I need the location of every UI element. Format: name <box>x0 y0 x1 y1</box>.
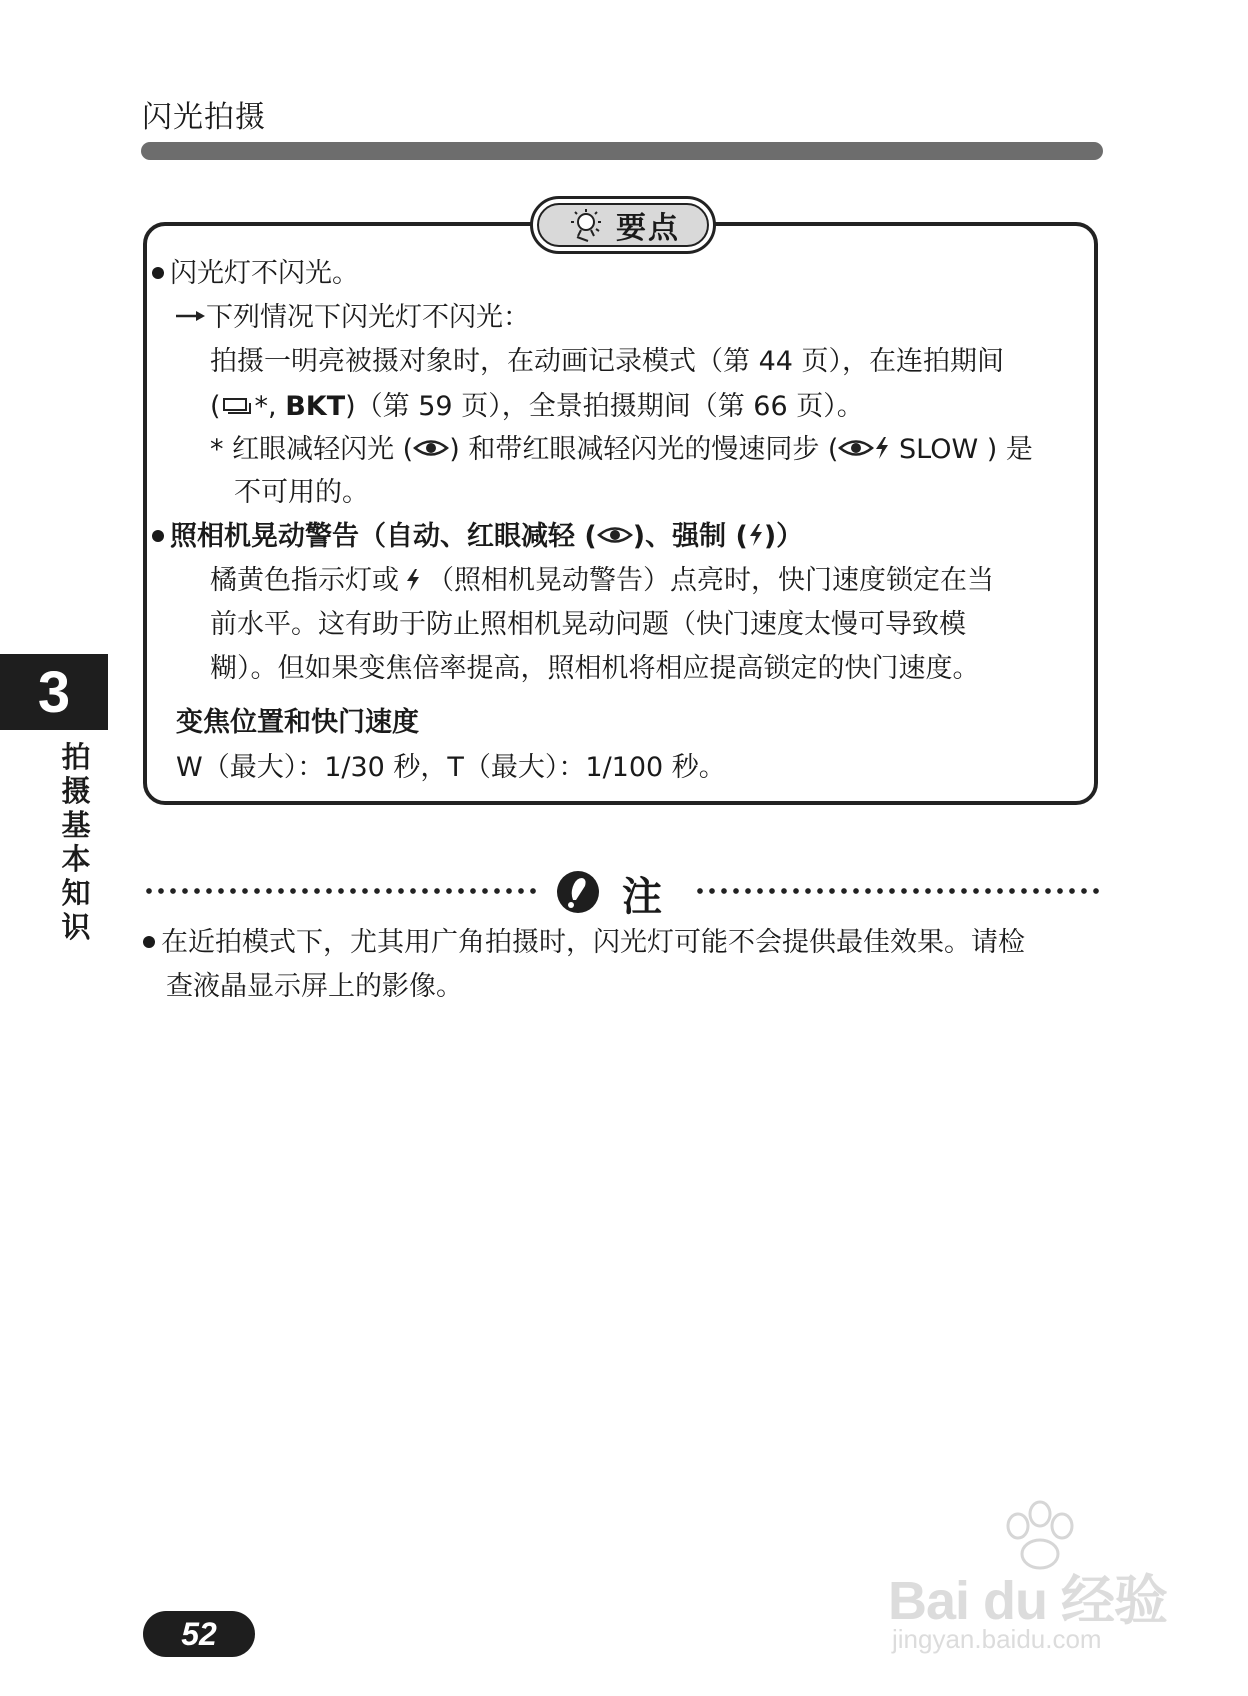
red-eye-icon <box>597 524 633 546</box>
red-eye-icon <box>838 437 874 459</box>
bullet-dot <box>143 936 155 948</box>
tip-bullet-2-line-1 <box>210 564 994 598</box>
note-dotted-rule-left <box>143 888 539 894</box>
tip-bullet-1-note-line-2: 不可用的。 <box>234 477 369 508</box>
watermark-main: Bai du 经验 <box>888 1571 1168 1631</box>
zoom-speed-title: 变焦位置和快门速度 <box>176 707 419 738</box>
tip-bullet-2-line-2: 前水平。这有助于防止照相机晃动问题（快门速度太慢可导致模 <box>210 609 966 640</box>
bullet-2-line-1-b: （照相机晃动警告）点亮时，快门速度锁定在当 <box>427 565 994 596</box>
bullet-2-title-c: )） <box>763 521 804 552</box>
flash-icon <box>874 436 890 460</box>
watermark-url: jingyan.baidu.com <box>892 1624 1102 1654</box>
bullet-2-title-a: 照相机晃动警告（自动、红眼减轻 ( <box>170 521 597 552</box>
flash-icon <box>399 568 427 592</box>
flash-icon <box>748 523 764 547</box>
tip-bullet-1 <box>152 257 359 291</box>
tip-bullet-1-line-4 <box>210 390 864 424</box>
line-4-rest: )（第 59 页），全景拍摄期间（第 66 页）。 <box>345 391 864 422</box>
bullet-2-line-1-a: 橘黄色指示灯或 <box>210 565 399 596</box>
note-dotted-rule-right <box>694 888 1102 894</box>
bullet-dot <box>152 267 164 279</box>
caution-icon <box>556 870 600 914</box>
note-text-a: * 红眼减轻闪光 ( <box>210 434 414 465</box>
bullet-2-title-b: )、强制 ( <box>632 521 748 552</box>
page-number: 52 <box>143 1611 255 1657</box>
sequential-shooting-icon <box>221 394 255 416</box>
tip-bullet-2-line-3: 糊）。但如果变焦倍率提高，照相机将相应提高锁定的快门速度。 <box>210 653 980 684</box>
section-title: 闪光拍摄 <box>142 100 266 135</box>
tip-bullet-1-note <box>210 433 1033 467</box>
zoom-speed-values: W（最大）：1/30 秒，T（最大）：1/100 秒。 <box>176 752 726 783</box>
note-line-1-text: 在近拍模式下，尤其用广角拍摄时，闪光灯可能不会提供最佳效果。请检 <box>161 927 1025 958</box>
tip-badge <box>530 196 716 254</box>
paren-open: ( <box>210 391 221 422</box>
lightbulb-icon <box>566 206 604 244</box>
arrow-right-icon <box>176 309 206 323</box>
title-rule <box>141 142 1103 160</box>
note-text-b: ) 和带红眼减轻闪光的慢速同步 ( <box>449 434 839 465</box>
tip-bullet-1-arrow-line <box>176 301 530 335</box>
bkt-label: BKT <box>285 391 346 422</box>
red-eye-icon <box>413 437 449 459</box>
arrow-line-text: 下列情况下闪光灯不闪光： <box>206 302 530 333</box>
note-label: 注 <box>622 874 662 920</box>
tip-bullet-2-title <box>152 520 803 554</box>
note-line-1 <box>143 926 1025 960</box>
bullet-dot <box>152 530 164 542</box>
tip-bullet-1-line-3: 拍摄一明亮被摄对象时，在动画记录模式（第 44 页），在连拍期间 <box>210 346 1005 377</box>
asterisk-text: *, <box>254 391 286 422</box>
note-text-c: SLOW ) 是 <box>890 434 1033 465</box>
tip-badge-label: 要点 <box>616 211 680 246</box>
tip-bullet-1-title: 闪光灯不闪光。 <box>170 258 359 289</box>
chapter-name-vertical: 拍摄基本知识 <box>61 740 91 944</box>
note-line-2: 查液晶显示屏上的影像。 <box>166 971 463 1002</box>
chapter-number-tab: 3 <box>0 654 108 730</box>
